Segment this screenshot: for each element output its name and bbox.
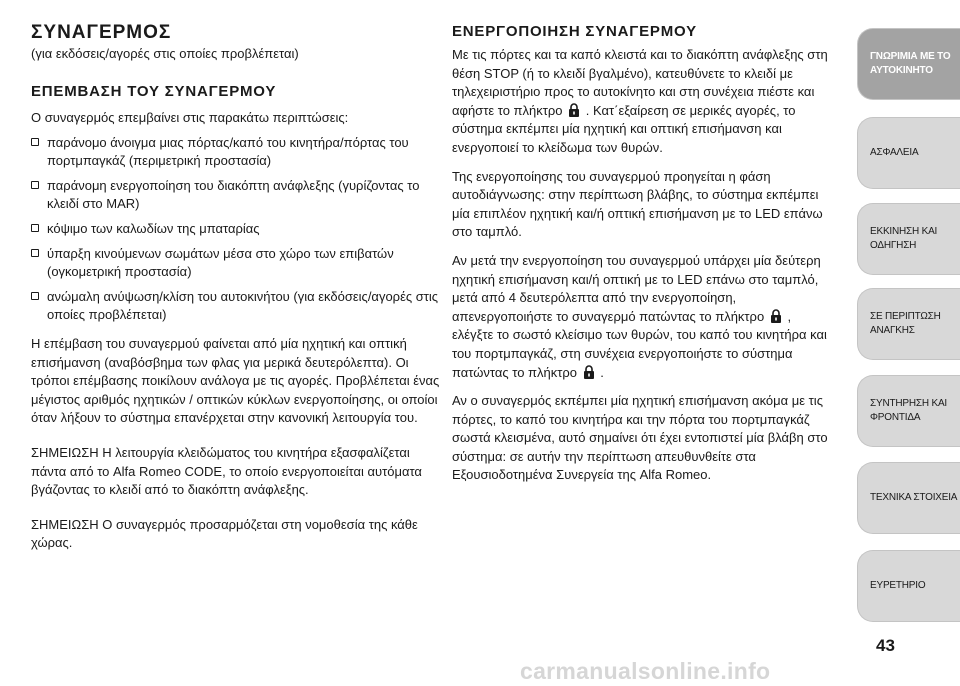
list-item: παράνομο άνοιγμα μιας πόρτας/καπό του κινητήρα/πόρτας του πορτμπαγκάζ (περιμετρική προστασία): [31, 134, 443, 171]
list-item: παράνομη ενεργοποίηση του διακόπτη ανάφλεξης (γυρίζοντας το κλειδί στο MAR): [31, 177, 443, 214]
list-item: ύπαρξη κινούμενων σωμάτων μέσα στο χώρο των επιβατών (ογκομετρική προστασία): [31, 245, 443, 282]
intervention-description: Η επέμβαση του συναγερμού φαίνεται από μία ηχητική και οπτική επισήμανση (αναβόσβημα των φλας για μερικά δευτερόλεπτα). Οι τρόποι επέμβασης ποικίλουν ανάλογα με τις αγορές. Προβλέπεται ένας μέγιστος αριθμός ηχητικών / οπτικών κύκλων ενεργοποίησης, οι οποίοι όταν λήξουν το σύστημα επανέρχεται στην κανονική λειτουργία του.: [31, 335, 440, 426]
right-column: [452, 22, 832, 495]
chapter-tabs: [852, 0, 960, 686]
watermark: carmanualsonline.info: [520, 658, 771, 684]
note-engine-lock: ΣΗΜΕΙΩΣΗ Η λειτουργία κλειδώματος του κινητήρα εξασφαλίζεται πάντα από το Alfa Romeo CODE, το οποίο ενεργοποιείται αυτόματα βγάζοντας το κλειδί από το διακόπτη ανάφλεξης.: [31, 444, 422, 498]
checkbox-bullet-icon: [31, 181, 39, 189]
section-heading-alarm-activation: ΕΝΕΡΓΟΠΟΙΗΣΗ ΣΥΝΑΓΕΡΜΟΥ: [452, 23, 697, 40]
intro-paragraph: Ο συναγερμός επεμβαίνει στις παρακάτω περιπτώσεις:: [31, 110, 349, 125]
checkbox-bullet-icon: [31, 249, 39, 257]
self-diagnosis-paragraph: Της ενεργοποίησης του συναγερμού προηγείται η φάση αυτοδιάγνωσης: στην περίπτωση βλάβης, το σύστημα εκπέμπει μία επιπλέον ηχητική και/ή οπτική επισήμανση με το LED επάνω στο ταμπλό.: [452, 168, 823, 240]
tab-starting-and-driving[interactable]: ΕΚΚΙΝΗΣΗ ΚΑΙ ΟΔΗΓΗΣΗ: [857, 203, 960, 275]
tab-getting-to-know-car[interactable]: ΓΝΩΡΙΜΙΑ ΜΕ ΤΟ ΑΥΤΟΚΙΝΗΤΟ: [857, 28, 960, 100]
page-title: ΣΥΝΑΓΕΡΜΟΣ: [31, 22, 172, 43]
page-subtitle: (για εκδόσεις/αγορές στις οποίες προβλέπεται): [31, 46, 299, 61]
lock-icon: [770, 309, 782, 323]
lock-icon: [568, 103, 580, 117]
tab-index[interactable]: ΕΥΡΕΤΗΡΙΟ: [857, 550, 960, 622]
left-column: [31, 22, 443, 563]
page-number: 43: [876, 636, 895, 655]
checkbox-bullet-icon: [31, 292, 39, 300]
fault-paragraph: Αν ο συναγερμός εκπέμπει μία ηχητική επισήμανση ακόμα με τις πόρτες, το καπό του κινητήρα και την πόρτα του πορτμπαγκάζ σωστά κλεισμένα, αυτό σημαίνει ότι έχει εντοπιστεί μία βλάβη στο σύστημα: σε αυτήν την περίπτωση απευθυνθείτε στα Εξουσιοδοτημένα Συνεργεία της Alfa Romeo.: [452, 393, 828, 483]
second-signal-paragraph: Αν μετά την ενεργοποίηση του συναγερμού υπάρχει μία δεύτερη ηχητική επισήμανση και/ή οπτική με το LED επάνω στο ταμπλό, μετά από 4 δευτερόλεπτα από την ενεργοποίηση, απενεργοποιήστε το συναγερμό πατώντας το πλήκτρο , ελέγξτε το σωστό κλείσιμο των θυρών, του καπό του κινητήρα και του πορτμπαγκάζ, στη συνέχεια ενεργοποιήστε το σύστημα πατώντας το πλήκτρο .: [452, 252, 827, 380]
note-legislation: ΣΗΜΕΙΩΣΗ Ο συναγερμός προσαρμόζεται στη νομοθεσία της κάθε χώρας.: [31, 516, 418, 551]
tab-technical-data[interactable]: ΤΕΧΝΙΚΑ ΣΤΟΙΧΕΙΑ: [857, 462, 960, 534]
list-item: ανώμαλη ανύψωση/κλίση του αυτοκινήτου (για εκδόσεις/αγορές στις οποίες προβλέπεται): [31, 288, 443, 325]
tab-safety[interactable]: ΑΣΦΑΛΕΙΑ: [857, 117, 960, 189]
tab-emergency[interactable]: ΣΕ ΠΕΡΙΠΤΩΣΗ ΑΝΑΓΚΗΣ: [857, 288, 960, 360]
checkbox-bullet-icon: [31, 138, 39, 146]
lock-icon: [583, 365, 595, 379]
list-item: κόψιμο των καλωδίων της μπαταρίας: [31, 220, 443, 239]
checkbox-bullet-icon: [31, 224, 39, 232]
activation-paragraph: Με τις πόρτες και τα καπό κλειστά και το διακόπτη ανάφλεξης στη θέση STOP (ή το κλειδί βγαλμένο), κατευθύνετε το κλειδί με τηλεχειριστήριο προς το αυτοκίνητο και στη συνέχεια πιέστε και αφήστε το πλήκτρο . Κατ΄εξαίρεση σε μερικές αγορές, το σύστημα εκπέμπει μία ηχητική και οπτική επισήμανση και ενεργοποιεί το κλείδωμα των θυρών.: [452, 47, 828, 155]
intervention-list: [31, 134, 443, 325]
section-heading-alarm-intervention: ΕΠΕΜΒΑΣΗ ΤΟΥ ΣΥΝΑΓΕΡΜΟΥ: [31, 83, 277, 100]
tab-maintenance-and-care[interactable]: ΣΥΝΤΗΡΗΣΗ ΚΑΙ ΦΡΟΝΤΙΔΑ: [857, 375, 960, 447]
